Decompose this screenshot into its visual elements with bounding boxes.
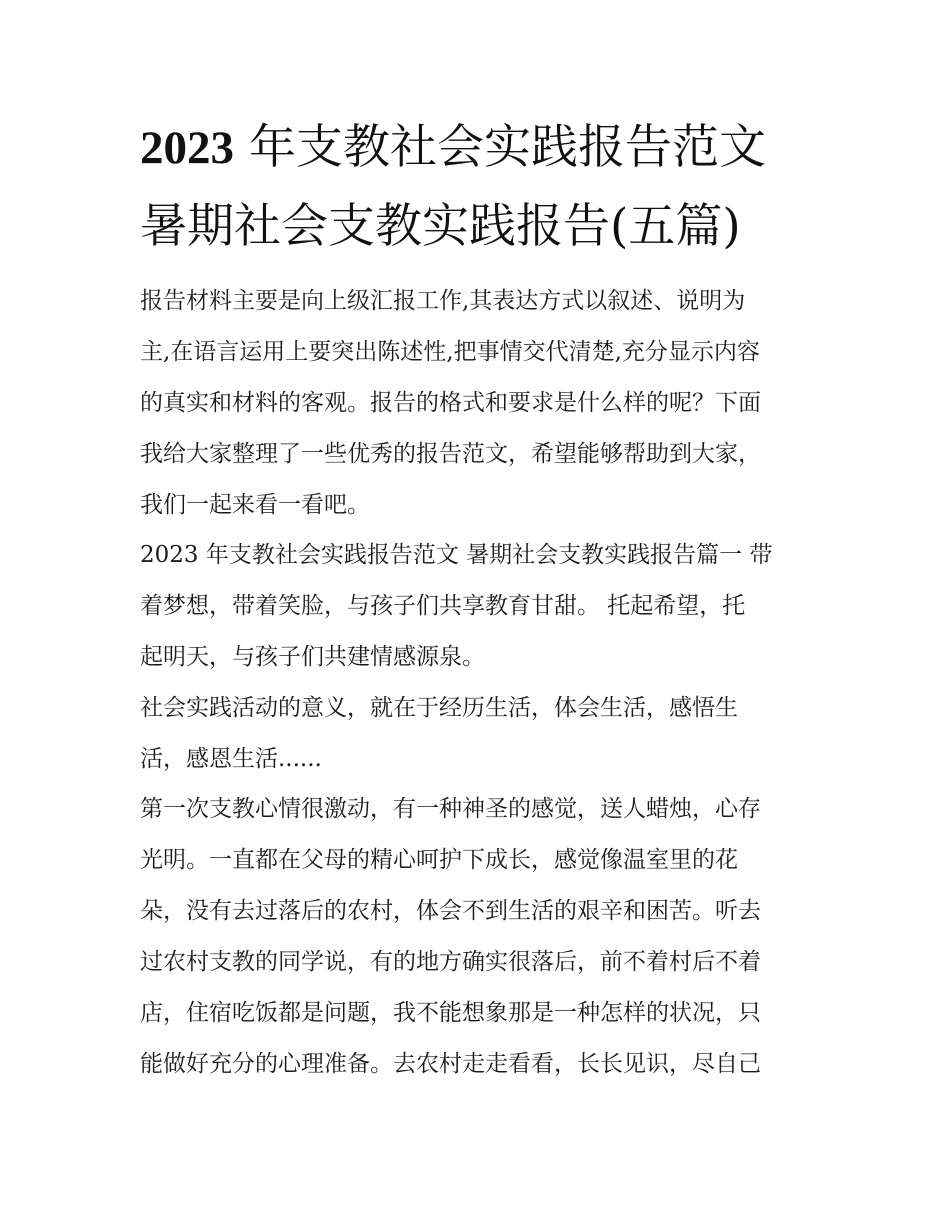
paragraph-line: 报告材料主要是向上级汇报工作,其表达方式以叙述、说明为 (140, 288, 746, 314)
paragraph-line: 2023 年支教社会实践报告范文 暑期社会支教实践报告篇一 带 (140, 542, 773, 568)
paragraph-line: 过农村支教的同学说，有的地方确实很落后，前不着村后不着 (140, 949, 761, 975)
paragraph-line: 光明。一直都在父母的精心呵护下成长，感觉像温室里的花 (140, 847, 738, 873)
paragraph-line: 朵，没有去过落后的农村，体会不到生活的艰辛和困苦。听去 (140, 898, 761, 924)
document-title-line-1 (140, 118, 820, 178)
paragraph-line: 我们一起来看一看吧。 (140, 492, 370, 518)
meaning-paragraph (140, 683, 830, 785)
section-heading-paragraph (140, 530, 830, 683)
paragraph-line: 着梦想，带着笑脸，与孩子们共享教育甘甜。 托起希望，托 (140, 593, 746, 619)
paragraph-line: 店，住宿吃饭都是问题，我不能想象那是一种怎样的状况，只 (140, 1000, 761, 1026)
paragraph-line: 社会实践活动的意义，就在于经历生活，体会生活，感悟生 (140, 695, 738, 721)
paragraph-line: 活，感恩生活...... (140, 746, 322, 772)
intro-paragraph (140, 276, 830, 531)
paragraph-line: 我给大家整理了一些优秀的报告范文，希望能够帮助到大家， (140, 441, 761, 467)
paragraph-line: 主,在语言运用上要突出陈述性,把事情交代清楚,充分显示内容 (140, 339, 760, 365)
paragraph-line: 的真实和材料的客观。报告的格式和要求是什么样的呢？下面 (140, 390, 761, 416)
paragraph-line: 能做好充分的心理准备。去农村走走看看，长长见识，尽自己 (140, 1051, 761, 1077)
title-line-1-text: 年支教社会实践报告范文 (234, 120, 766, 175)
title-year: 2023 (140, 122, 234, 174)
paragraph-line: 起明天，与孩子们共建情感源泉。 (140, 644, 485, 670)
body-paragraph (140, 784, 830, 1090)
document-title-line-2: 暑期社会支教实践报告(五篇) (140, 199, 741, 254)
paragraph-line: 第一次支教心情很激动，有一种神圣的感觉，送人蜡烛，心存 (140, 796, 761, 822)
